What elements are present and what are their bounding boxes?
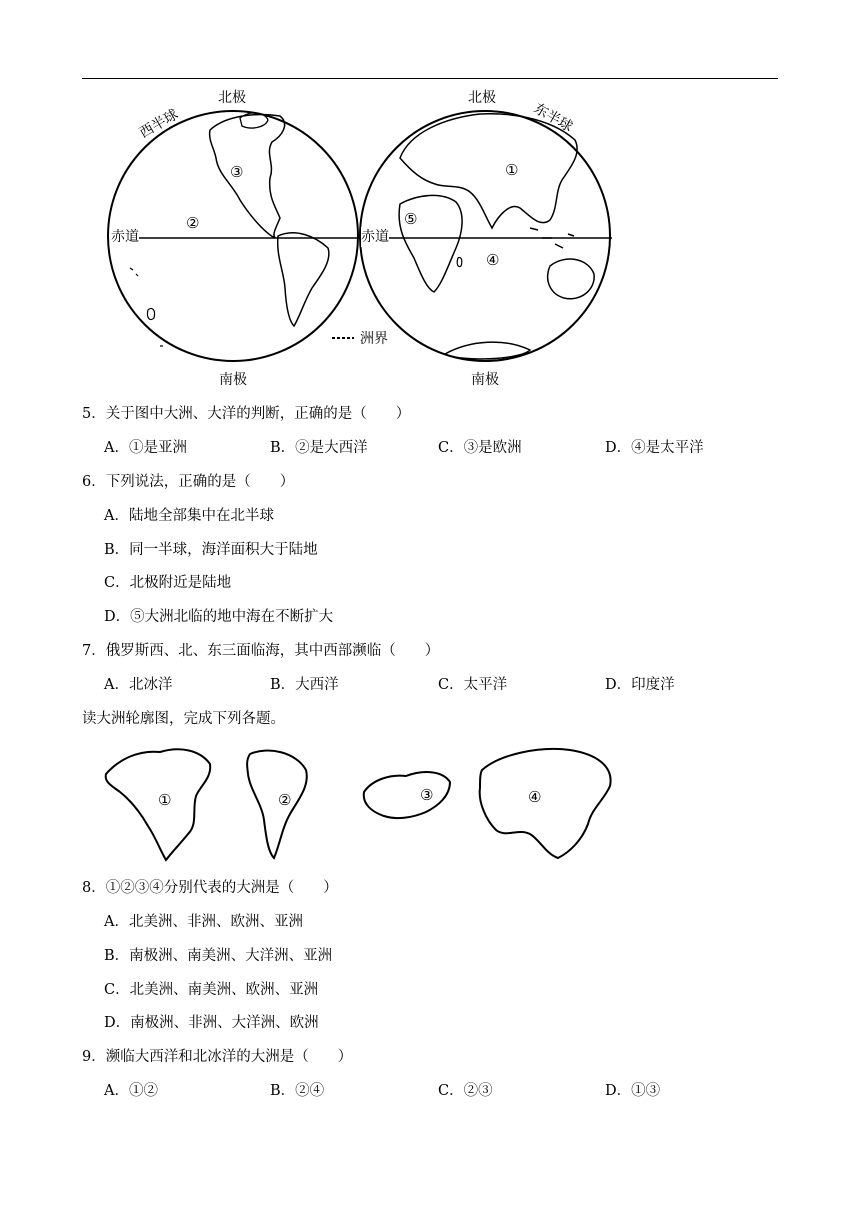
section-intro: 读大洲轮廓图，完成下列各题。 bbox=[82, 711, 285, 727]
eurasia-shape bbox=[400, 114, 577, 228]
marker-2: ② bbox=[186, 214, 200, 232]
q8-option-a[interactable]: A．北美洲、非洲、欧洲、亚洲 bbox=[104, 914, 303, 930]
q5-option-d[interactable]: D．④是太平洋 bbox=[605, 440, 704, 456]
question-7: 7．俄罗斯西、北、东三面临海，其中西部濒临（ ） bbox=[82, 643, 440, 659]
outline-south-america bbox=[247, 751, 307, 858]
header-rule bbox=[82, 78, 778, 79]
marker-4: ④ bbox=[486, 251, 500, 269]
q8-option-b[interactable]: B．南极洲、南美洲、大洋洲、亚洲 bbox=[104, 948, 333, 964]
q6-option-a[interactable]: A．陆地全部集中在北半球 bbox=[104, 508, 274, 524]
q6-option-b[interactable]: B．同一半球，海洋面积大于陆地 bbox=[104, 542, 318, 558]
outline-marker-3: ③ bbox=[420, 786, 434, 804]
equator-label-west: 赤道 bbox=[111, 229, 139, 245]
western-hemisphere-circle bbox=[108, 111, 358, 361]
question-5: 5．关于图中大洲、大洋的判断，正确的是（ ） bbox=[82, 406, 411, 422]
marker-1: ① bbox=[505, 161, 519, 179]
north-america-shape bbox=[210, 115, 285, 238]
south-pole-label-east: 南极 bbox=[471, 372, 499, 388]
q8-option-d[interactable]: D．南极洲、非洲、大洋洲、欧洲 bbox=[104, 1015, 319, 1031]
q7-option-b[interactable]: B．大西洋 bbox=[270, 677, 339, 693]
outline-marker-4: ④ bbox=[528, 788, 542, 806]
q9-option-a[interactable]: A．①② bbox=[104, 1083, 158, 1099]
question-8: 8．①②③④分别代表的大洲是（ ） bbox=[82, 880, 338, 896]
marker-5: ⑤ bbox=[404, 210, 418, 228]
outline-europe bbox=[364, 772, 450, 818]
q5-option-b[interactable]: B．②是大西洋 bbox=[270, 440, 368, 456]
q9-option-c[interactable]: C．②③ bbox=[438, 1083, 493, 1099]
equator-label-east: 赤道 bbox=[361, 229, 389, 245]
south-pole-label-west: 南极 bbox=[219, 372, 247, 388]
question-6: 6．下列说法，正确的是（ ） bbox=[82, 474, 295, 490]
q5-option-a[interactable]: A．①是亚洲 bbox=[104, 440, 187, 456]
boundary-legend-label: 洲界 bbox=[360, 331, 388, 347]
north-pole-label-east: 北极 bbox=[468, 90, 496, 106]
q6-option-c[interactable]: C．北极附近是陆地 bbox=[104, 575, 232, 591]
question-9: 9．濒临大西洋和北冰洋的大洲是（ ） bbox=[82, 1049, 353, 1065]
outline-marker-2: ② bbox=[278, 791, 292, 809]
eastern-hemisphere-label: 东半球 bbox=[530, 100, 576, 136]
q5-option-c[interactable]: C．③是欧洲 bbox=[438, 440, 522, 456]
north-pole-label-west: 北极 bbox=[218, 90, 246, 106]
q7-option-c[interactable]: C．太平洋 bbox=[438, 677, 508, 693]
marker-3: ③ bbox=[230, 163, 244, 181]
q9-option-b[interactable]: B．②④ bbox=[270, 1083, 325, 1099]
q6-option-d[interactable]: D．⑤大洲北临的地中海在不断扩大 bbox=[104, 609, 334, 625]
outline-asia bbox=[480, 749, 611, 858]
australia-shape bbox=[548, 259, 594, 299]
continent-outlines bbox=[100, 740, 620, 868]
western-hemisphere-label: 西半球 bbox=[136, 106, 182, 142]
q9-option-d[interactable]: D．①③ bbox=[605, 1083, 661, 1099]
q7-option-d[interactable]: D．印度洋 bbox=[605, 677, 675, 693]
q8-option-c[interactable]: C．北美洲、南美洲、欧洲、亚洲 bbox=[104, 982, 319, 998]
q7-option-a[interactable]: A．北冰洋 bbox=[104, 677, 173, 693]
outline-marker-1: ① bbox=[158, 791, 172, 809]
south-america-shape bbox=[278, 233, 329, 326]
